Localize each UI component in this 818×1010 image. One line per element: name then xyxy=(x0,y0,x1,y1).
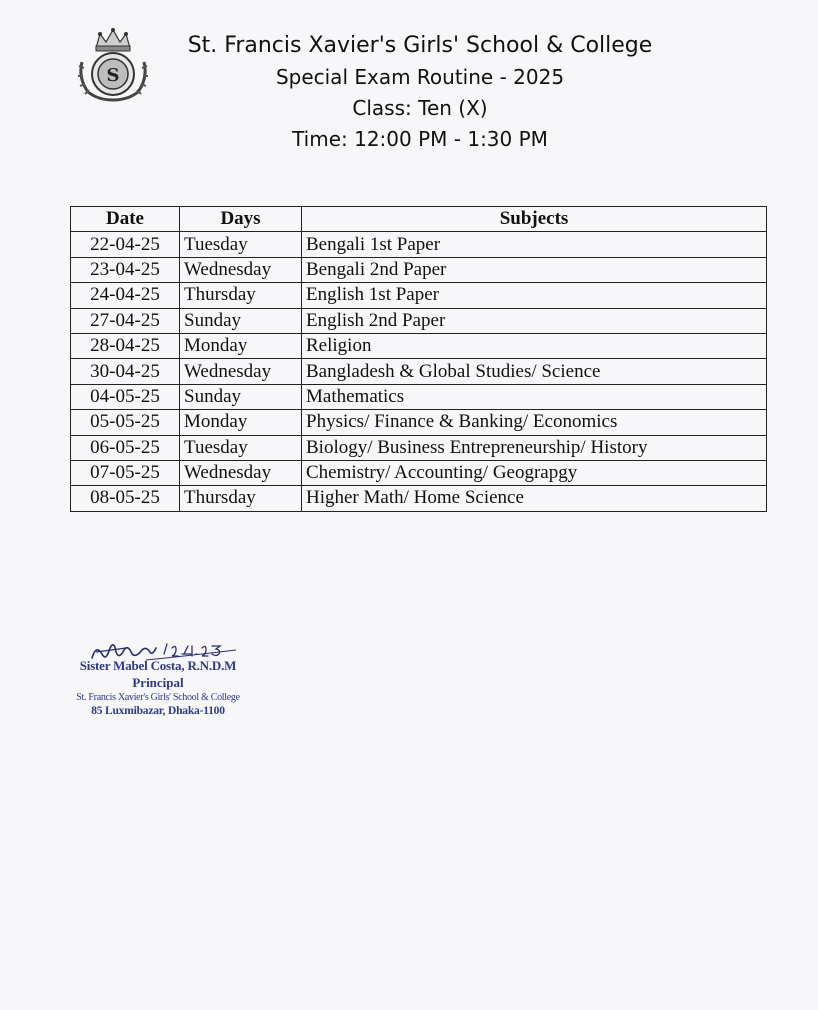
stamp-name: Sister Mabel Costa, R.N.D.M xyxy=(79,658,237,673)
stamp-address: 85 Luxmibazar, Dhaka-1100 xyxy=(91,705,225,717)
time-line: Time: 12:00 PM - 1:30 PM xyxy=(292,127,548,151)
cell-date: 07-05-25 xyxy=(71,460,180,485)
cell-day: Tuesday xyxy=(180,435,302,460)
table-row xyxy=(71,257,767,282)
cell-subject: Higher Math/ Home Science xyxy=(302,486,767,511)
table-header-row xyxy=(71,207,767,232)
cell-day: Sunday xyxy=(180,308,302,333)
cell-date: 27-04-25 xyxy=(71,308,180,333)
stamp-title: Principal xyxy=(132,675,184,690)
cell-day: Wednesday xyxy=(180,359,302,384)
column-header-date: Date xyxy=(71,207,180,232)
stamp-school: St. Francis Xavier's Girls' School & College xyxy=(76,692,240,703)
table-row xyxy=(71,410,767,435)
principal-stamp xyxy=(68,658,248,719)
cell-subject: Physics/ Finance & Banking/ Economics xyxy=(302,410,767,435)
cell-date: 22-04-25 xyxy=(71,232,180,257)
cell-date: 04-05-25 xyxy=(71,384,180,409)
cell-subject: Mathematics xyxy=(302,384,767,409)
school-crest-icon xyxy=(74,26,152,102)
cell-day: Monday xyxy=(180,410,302,435)
table-row xyxy=(71,333,767,358)
cell-subject: Bengali 1st Paper xyxy=(302,232,767,257)
cell-date: 06-05-25 xyxy=(71,435,180,460)
cell-day: Monday xyxy=(180,333,302,358)
cell-day: Thursday xyxy=(180,283,302,308)
table-row xyxy=(71,283,767,308)
cell-subject: Chemistry/ Accounting/ Geograpgy xyxy=(302,460,767,485)
cell-date: 30-04-25 xyxy=(71,359,180,384)
cell-date: 05-05-25 xyxy=(71,410,180,435)
column-header-subjects: Subjects xyxy=(302,207,767,232)
logo-letter: S xyxy=(106,65,120,86)
cell-day: Tuesday xyxy=(180,232,302,257)
cell-subject: English 2nd Paper xyxy=(302,308,767,333)
school-name: St. Francis Xavier's Girls' School & College xyxy=(187,33,653,58)
cell-day: Wednesday xyxy=(180,460,302,485)
cell-subject: Bengali 2nd Paper xyxy=(302,257,767,282)
document-header xyxy=(160,30,680,155)
table-row xyxy=(71,359,767,384)
class-line: Class: Ten (X) xyxy=(352,96,488,120)
cell-subject: Bangladesh & Global Studies/ Science xyxy=(302,359,767,384)
cell-day: Thursday xyxy=(180,486,302,511)
table-row xyxy=(71,232,767,257)
cell-date: 23-04-25 xyxy=(71,257,180,282)
cell-day: Wednesday xyxy=(180,257,302,282)
routine-title: Special Exam Routine - 2025 xyxy=(275,65,565,89)
table-row xyxy=(71,384,767,409)
cell-date: 24-04-25 xyxy=(71,283,180,308)
column-header-days: Days xyxy=(180,207,302,232)
cell-date: 08-05-25 xyxy=(71,486,180,511)
table-row xyxy=(71,486,767,511)
cell-subject: Biology/ Business Entrepreneurship/ History xyxy=(302,435,767,460)
cell-day: Sunday xyxy=(180,384,302,409)
table-row xyxy=(71,460,767,485)
cell-date: 28-04-25 xyxy=(71,333,180,358)
cell-subject: English 1st Paper xyxy=(302,283,767,308)
table-row xyxy=(71,435,767,460)
cell-subject: Religion xyxy=(302,333,767,358)
table-row xyxy=(71,308,767,333)
exam-routine-table xyxy=(70,206,767,512)
